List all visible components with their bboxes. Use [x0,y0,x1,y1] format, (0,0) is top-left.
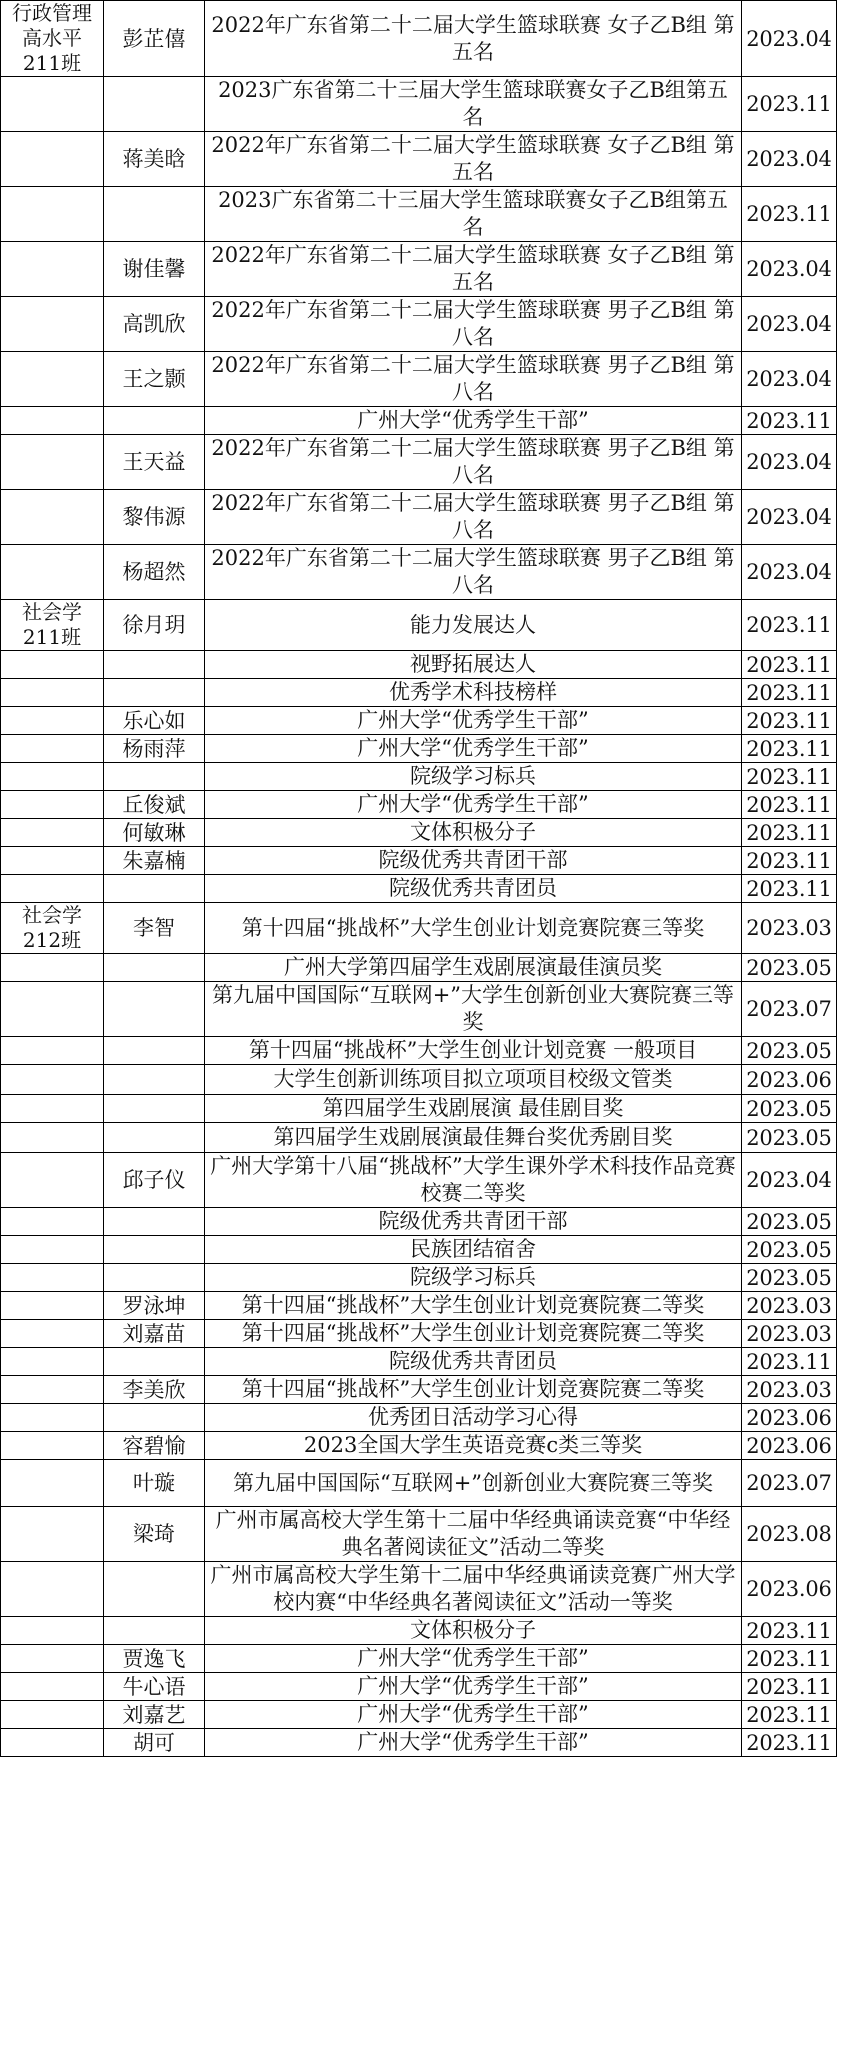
date-cell: 2023.05 [742,1264,837,1292]
student-name-cell: 谢佳馨 [104,242,205,297]
student-name-cell: 邱子仪 [104,1153,205,1208]
student-name-cell: 贾逸飞 [104,1645,205,1673]
student-name-cell: 何敏琳 [104,819,205,847]
student-name-cell: 丘俊斌 [104,791,205,819]
class-cell [1,1432,104,1460]
class-cell [1,763,104,791]
class-cell [1,707,104,735]
class-cell [1,297,104,352]
award-cell: 院级学习标兵 [205,1264,742,1292]
table-row [1,1292,837,1320]
date-cell: 2023.04 [742,242,837,297]
table-row [1,679,837,707]
table-row [1,1208,837,1236]
student-name-cell [104,1264,205,1292]
table-row [1,1376,837,1404]
table-row [1,1701,837,1729]
award-cell: 2022年广东省第二十二届大学生篮球联赛 男子乙B组 第八名 [205,352,742,407]
award-cell: 2022年广东省第二十二届大学生篮球联赛 女子乙B组 第五名 [205,132,742,187]
table-row [1,1236,837,1264]
award-cell: 2022年广东省第二十二届大学生篮球联赛 男子乙B组 第八名 [205,297,742,352]
date-cell: 2023.05 [742,1208,837,1236]
award-cell: 2023广东省第二十三届大学生篮球联赛女子乙B组第五名 [205,187,742,242]
table-row [1,1507,837,1562]
award-cell: 广州大学“优秀学生干部” [205,791,742,819]
class-cell [1,407,104,435]
class-cell [1,1645,104,1673]
student-name-cell [104,679,205,707]
table-row [1,847,837,875]
student-name-cell: 胡可 [104,1729,205,1757]
award-cell: 优秀学术科技榜样 [205,679,742,707]
award-cell: 2022年广东省第二十二届大学生篮球联赛 女子乙B组 第五名 [205,242,742,297]
award-cell: 院级学习标兵 [205,763,742,791]
student-name-cell: 叶璇 [104,1460,205,1507]
table-row [1,791,837,819]
date-cell: 2023.11 [742,847,837,875]
table-row [1,651,837,679]
award-cell: 广州大学“优秀学生干部” [205,735,742,763]
student-name-cell: 彭芷僖 [104,1,205,77]
date-cell: 2023.06 [742,1065,837,1095]
class-cell [1,1236,104,1264]
award-cell: 第十四届“挑战杯”大学生创业计划竞赛 一般项目 [205,1037,742,1065]
date-cell: 2023.04 [742,297,837,352]
date-cell: 2023.11 [742,819,837,847]
award-cell: 第十四届“挑战杯”大学生创业计划竞赛院赛二等奖 [205,1376,742,1404]
table-row [1,707,837,735]
student-name-cell: 容碧愉 [104,1432,205,1460]
table-row [1,1065,837,1095]
class-cell [1,847,104,875]
student-name-cell [104,1617,205,1645]
student-name-cell [104,1208,205,1236]
award-cell: 第十四届“挑战杯”大学生创业计划竞赛院赛三等奖 [205,903,742,954]
date-cell: 2023.07 [742,1460,837,1507]
class-cell [1,819,104,847]
award-cell: 第十四届“挑战杯”大学生创业计划竞赛院赛二等奖 [205,1320,742,1348]
table-row [1,982,837,1037]
class-cell [1,735,104,763]
table-row [1,819,837,847]
table-row [1,1,837,77]
date-cell: 2023.05 [742,954,837,982]
date-cell: 2023.11 [742,77,837,132]
student-name-cell [104,407,205,435]
student-name-cell [104,1348,205,1376]
date-cell: 2023.04 [742,545,837,600]
class-cell [1,1404,104,1432]
table-row [1,407,837,435]
award-cell: 第十四届“挑战杯”大学生创业计划竞赛院赛二等奖 [205,1292,742,1320]
award-cell: 文体积极分子 [205,819,742,847]
table-row [1,132,837,187]
award-cell: 2022年广东省第二十二届大学生篮球联赛 男子乙B组 第八名 [205,490,742,545]
award-cell: 广州大学“优秀学生干部” [205,407,742,435]
class-cell [1,1562,104,1617]
student-name-cell [104,875,205,903]
table-row [1,1645,837,1673]
student-name-cell [104,651,205,679]
date-cell: 2023.04 [742,435,837,490]
student-name-cell [104,1404,205,1432]
student-name-cell: 杨超然 [104,545,205,600]
class-cell [1,1292,104,1320]
student-name-cell: 徐月玥 [104,600,205,651]
class-cell [1,1376,104,1404]
class-cell [1,1065,104,1095]
class-cell [1,1123,104,1153]
table-row [1,954,837,982]
award-cell: 广州大学第十八届“挑战杯”大学生课外学术科技作品竞赛校赛二等奖 [205,1153,742,1208]
class-cell: 行政管理高水平211班 [1,1,104,77]
student-name-cell: 刘嘉艺 [104,1701,205,1729]
class-cell [1,791,104,819]
class-cell [1,1673,104,1701]
date-cell: 2023.11 [742,791,837,819]
student-name-cell: 杨雨萍 [104,735,205,763]
award-cell: 2022年广东省第二十二届大学生篮球联赛 男子乙B组 第八名 [205,545,742,600]
award-cell: 2023广东省第二十三届大学生篮球联赛女子乙B组第五名 [205,77,742,132]
student-name-cell [104,1562,205,1617]
date-cell: 2023.04 [742,1,837,77]
award-cell: 第四届学生戏剧展演 最佳剧目奖 [205,1095,742,1123]
class-cell [1,490,104,545]
award-cell: 大学生创新训练项目拟立项项目校级文管类 [205,1065,742,1095]
date-cell: 2023.11 [742,1348,837,1376]
student-name-cell [104,1095,205,1123]
class-cell [1,982,104,1037]
award-cell: 院级优秀共青团干部 [205,1208,742,1236]
date-cell: 2023.04 [742,1153,837,1208]
table-row [1,1348,837,1376]
class-cell [1,1701,104,1729]
award-cell: 院级优秀共青团干部 [205,847,742,875]
table-row [1,903,837,954]
class-cell [1,954,104,982]
class-cell [1,1460,104,1507]
table-row [1,490,837,545]
date-cell: 2023.11 [742,1673,837,1701]
date-cell: 2023.11 [742,679,837,707]
table-row [1,242,837,297]
date-cell: 2023.07 [742,982,837,1037]
table-row [1,1617,837,1645]
date-cell: 2023.11 [742,187,837,242]
date-cell: 2023.11 [742,651,837,679]
student-name-cell: 高凯欣 [104,297,205,352]
award-cell: 第九届中国国际“互联网+”创新创业大赛院赛三等奖 [205,1460,742,1507]
date-cell: 2023.03 [742,1292,837,1320]
class-cell [1,1153,104,1208]
student-name-cell: 牛心语 [104,1673,205,1701]
student-name-cell [104,187,205,242]
table-row [1,1320,837,1348]
table-row [1,297,837,352]
class-cell [1,132,104,187]
class-cell [1,679,104,707]
table-row [1,1404,837,1432]
table-row [1,600,837,651]
award-cell: 文体积极分子 [205,1617,742,1645]
date-cell: 2023.06 [742,1404,837,1432]
table-row [1,1123,837,1153]
class-cell [1,352,104,407]
student-name-cell [104,1123,205,1153]
date-cell: 2023.05 [742,1037,837,1065]
table-row [1,735,837,763]
student-name-cell [104,982,205,1037]
award-cell: 广州大学“优秀学生干部” [205,1701,742,1729]
class-cell [1,651,104,679]
date-cell: 2023.03 [742,903,837,954]
class-cell [1,1617,104,1645]
table-row [1,1095,837,1123]
date-cell: 2023.11 [742,763,837,791]
class-cell [1,875,104,903]
class-cell [1,435,104,490]
table-row [1,875,837,903]
date-cell: 2023.03 [742,1376,837,1404]
table-row [1,545,837,600]
award-cell: 视野拓展达人 [205,651,742,679]
student-name-cell: 李智 [104,903,205,954]
class-cell [1,1729,104,1757]
date-cell: 2023.11 [742,707,837,735]
date-cell: 2023.04 [742,490,837,545]
date-cell: 2023.11 [742,1617,837,1645]
student-name-cell: 王天益 [104,435,205,490]
award-cell: 广州大学“优秀学生干部” [205,1645,742,1673]
award-cell: 第九届中国国际“互联网+”大学生创新创业大赛院赛三等奖 [205,982,742,1037]
student-name-cell: 梁琦 [104,1507,205,1562]
student-name-cell [104,1236,205,1264]
date-cell: 2023.05 [742,1123,837,1153]
student-name-cell [104,77,205,132]
class-cell [1,1320,104,1348]
award-table-body [1,1,837,1757]
table-row [1,763,837,791]
class-cell [1,77,104,132]
student-name-cell: 王之颢 [104,352,205,407]
student-name-cell: 乐心如 [104,707,205,735]
class-cell [1,1507,104,1562]
class-cell [1,1037,104,1065]
date-cell: 2023.06 [742,1432,837,1460]
class-cell [1,545,104,600]
award-cell: 2022年广东省第二十二届大学生篮球联赛 女子乙B组 第五名 [205,1,742,77]
award-cell: 第四届学生戏剧展演最佳舞台奖优秀剧目奖 [205,1123,742,1153]
class-cell [1,242,104,297]
student-name-cell: 罗泳坤 [104,1292,205,1320]
class-cell [1,1264,104,1292]
student-name-cell [104,1065,205,1095]
award-cell: 能力发展达人 [205,600,742,651]
table-row [1,352,837,407]
award-cell: 民族团结宿舍 [205,1236,742,1264]
date-cell: 2023.05 [742,1236,837,1264]
award-cell: 2022年广东省第二十二届大学生篮球联赛 男子乙B组 第八名 [205,435,742,490]
table-row [1,1729,837,1757]
award-cell: 院级优秀共青团员 [205,875,742,903]
award-cell: 广州大学第四届学生戏剧展演最佳演员奖 [205,954,742,982]
award-cell: 广州市属高校大学生第十二届中华经典诵读竞赛“中华经典名著阅读征文”活动二等奖 [205,1507,742,1562]
table-row [1,1432,837,1460]
table-row [1,187,837,242]
date-cell: 2023.11 [742,735,837,763]
award-cell: 广州大学“优秀学生干部” [205,1673,742,1701]
date-cell: 2023.04 [742,132,837,187]
award-cell: 广州市属高校大学生第十二届中华经典诵读竞赛广州大学校内赛“中华经典名著阅读征文”活动一等奖 [205,1562,742,1617]
award-cell: 优秀团日活动学习心得 [205,1404,742,1432]
student-name-cell: 蒋美晗 [104,132,205,187]
date-cell: 2023.11 [742,1701,837,1729]
table-row [1,1562,837,1617]
student-name-cell: 黎伟源 [104,490,205,545]
date-cell: 2023.05 [742,1095,837,1123]
table-row [1,1460,837,1507]
student-name-cell [104,763,205,791]
table-row [1,435,837,490]
date-cell: 2023.08 [742,1507,837,1562]
date-cell: 2023.11 [742,1729,837,1757]
table-row [1,1673,837,1701]
class-cell: 社会学211班 [1,600,104,651]
date-cell: 2023.11 [742,1645,837,1673]
student-name-cell [104,1037,205,1065]
award-cell: 广州大学“优秀学生干部” [205,707,742,735]
date-cell: 2023.11 [742,600,837,651]
award-cell: 2023全国大学生英语竞赛c类三等奖 [205,1432,742,1460]
class-cell [1,1208,104,1236]
student-name-cell: 朱嘉楠 [104,847,205,875]
award-cell: 广州大学“优秀学生干部” [205,1729,742,1757]
student-name-cell [104,954,205,982]
student-name-cell: 李美欣 [104,1376,205,1404]
class-cell: 社会学212班 [1,903,104,954]
table-row [1,1153,837,1208]
date-cell: 2023.03 [742,1320,837,1348]
table-row [1,77,837,132]
class-cell [1,1348,104,1376]
date-cell: 2023.06 [742,1562,837,1617]
award-cell: 院级优秀共青团员 [205,1348,742,1376]
date-cell: 2023.11 [742,407,837,435]
date-cell: 2023.11 [742,875,837,903]
class-cell [1,1095,104,1123]
table-row [1,1264,837,1292]
class-cell [1,187,104,242]
table-row [1,1037,837,1065]
date-cell: 2023.04 [742,352,837,407]
student-name-cell: 刘嘉苗 [104,1320,205,1348]
